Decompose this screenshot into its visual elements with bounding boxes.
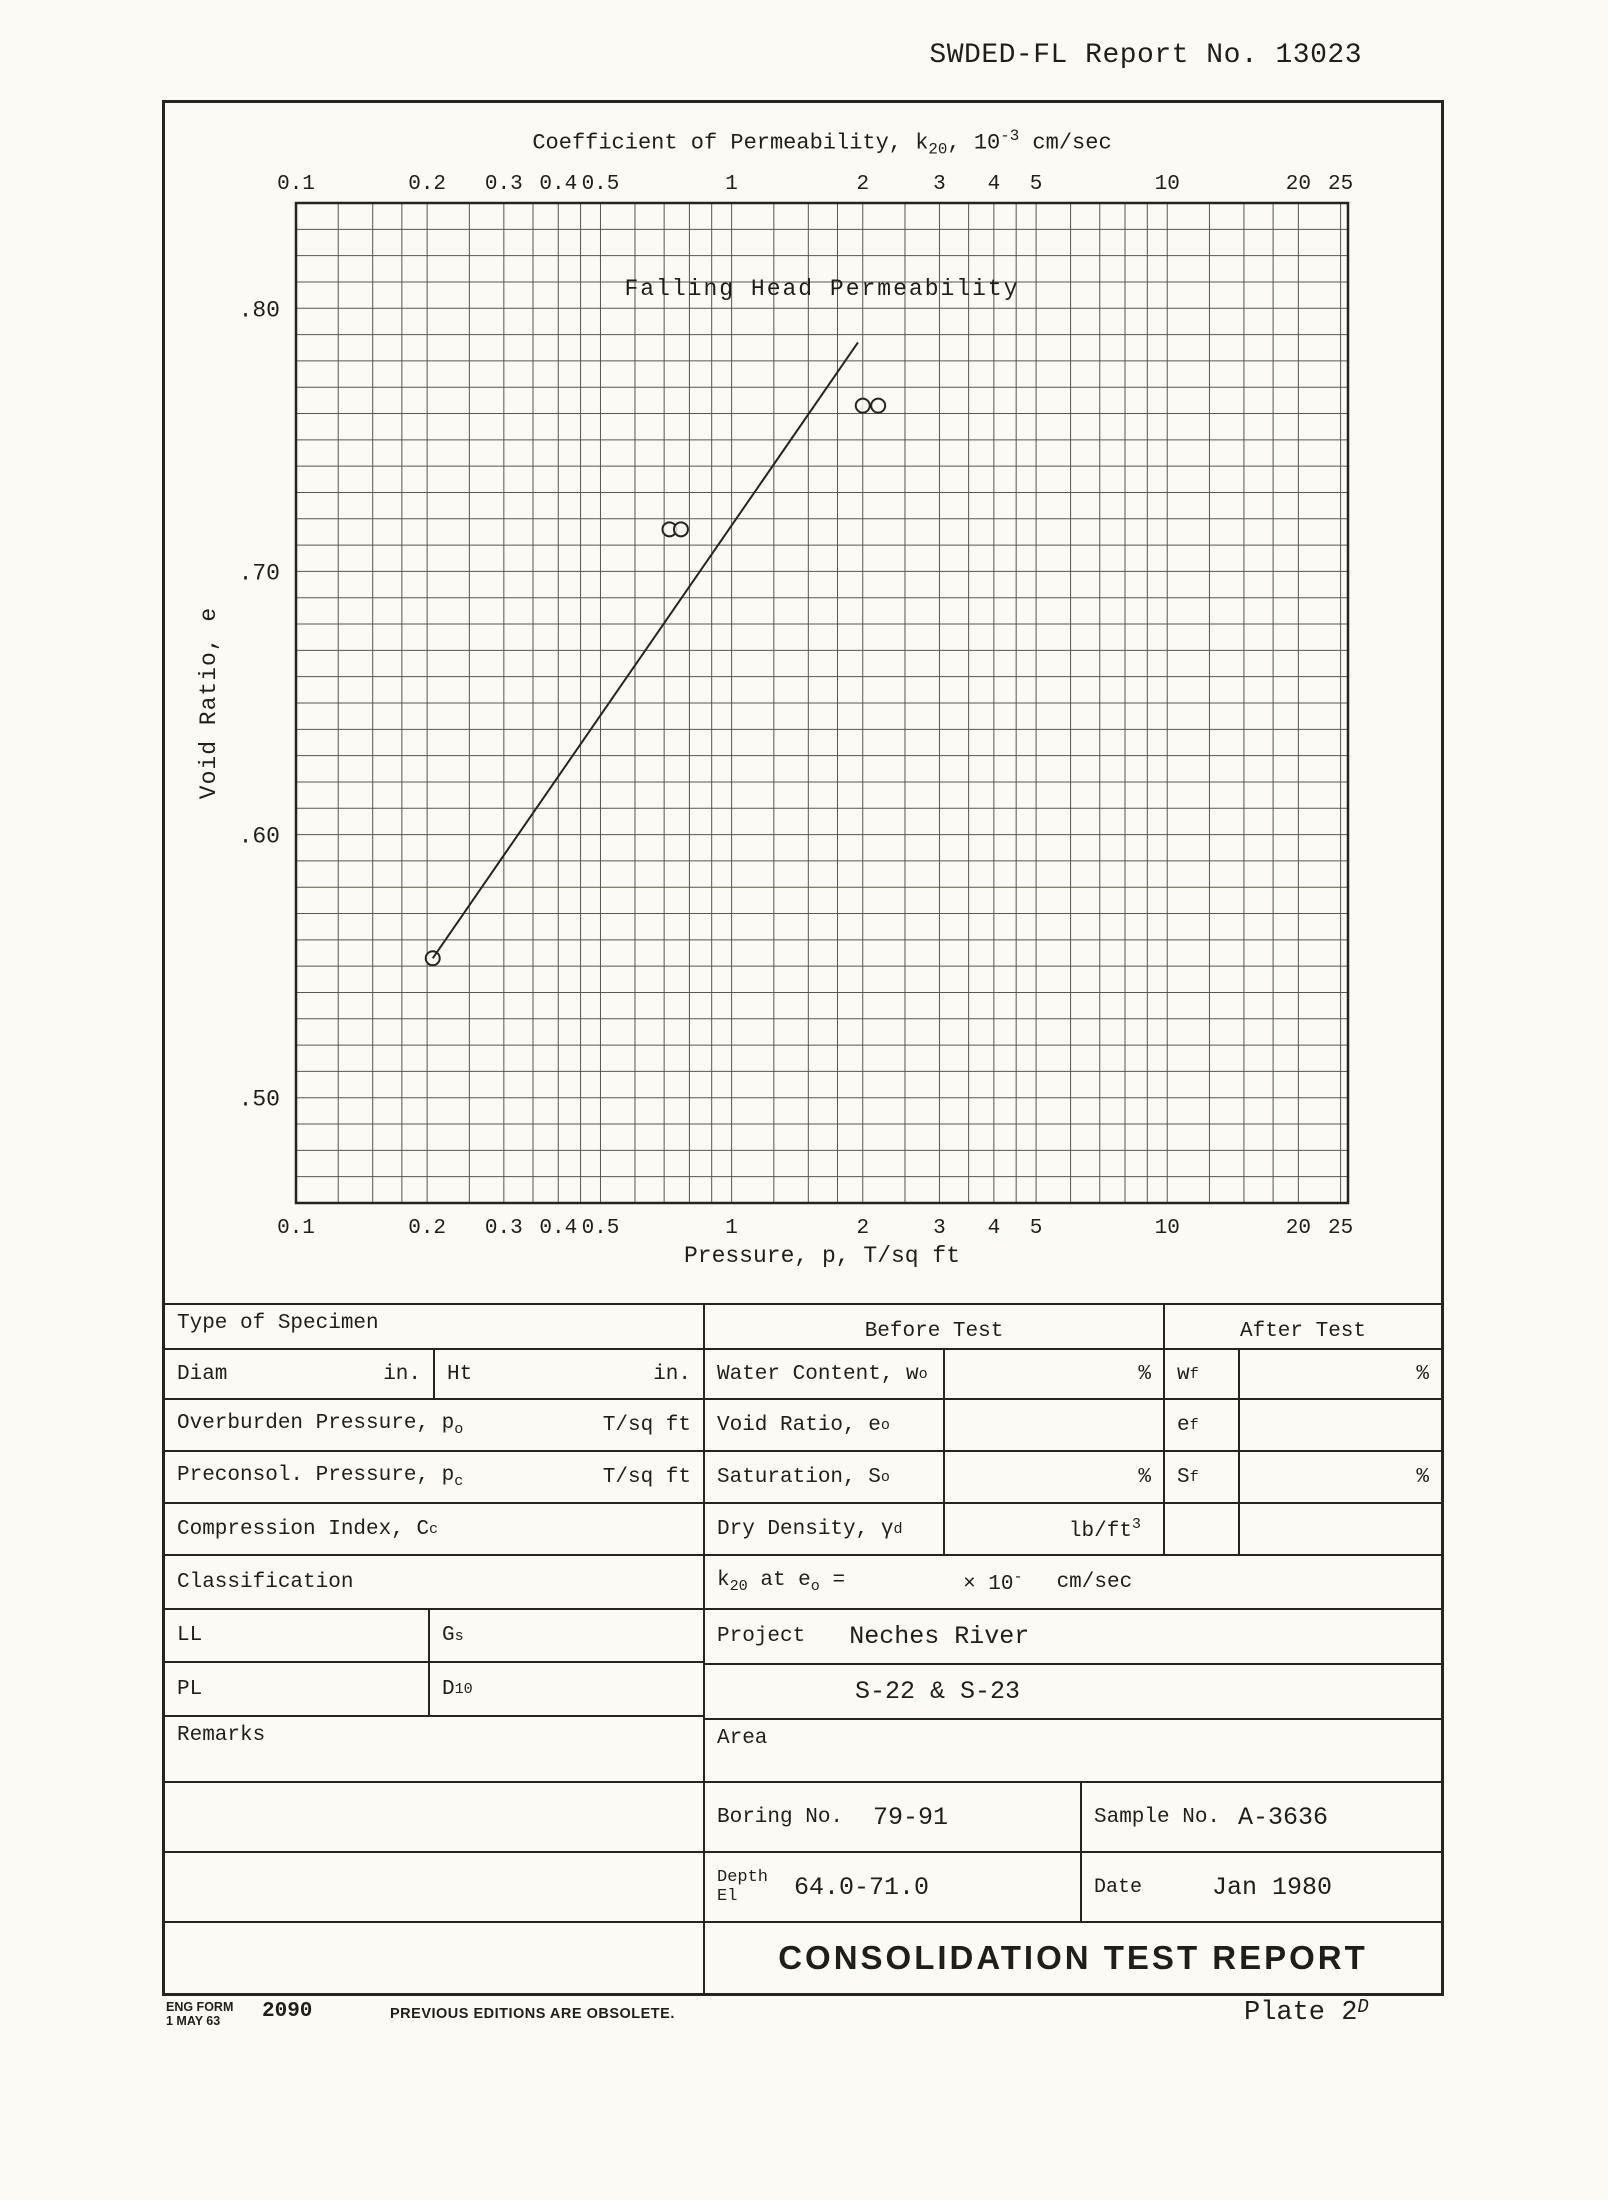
- label-text: D: [442, 1677, 455, 1701]
- boring-sample-row: [705, 1781, 1441, 1851]
- pl-field: PL: [177, 1677, 203, 1701]
- label-text: lb/ft: [1068, 1520, 1132, 1543]
- subscript: 20: [729, 1577, 748, 1596]
- diam-label: Diam: [177, 1362, 228, 1386]
- report-number: SWDED-FL Report No. 13023: [929, 40, 1362, 71]
- subscript: s: [454, 1626, 464, 1645]
- plate-label: [1244, 1996, 1369, 2028]
- top-axis-text: , 10: [947, 130, 1001, 156]
- percent-sign: %: [1138, 1362, 1151, 1386]
- label-text: × 10: [963, 1573, 1014, 1596]
- y-tick-label: .80: [238, 297, 280, 324]
- sample-field: [1080, 1783, 1441, 1851]
- label-text: Void Ratio, e: [717, 1413, 881, 1437]
- compression-index-field: [165, 1504, 703, 1554]
- data-point: [871, 399, 885, 413]
- before-test-header: Before Test: [703, 1305, 1163, 1348]
- subscript: c: [429, 1520, 439, 1538]
- project-section: [703, 1608, 1441, 1993]
- form-border-box: [162, 100, 1444, 1996]
- data-point: [674, 522, 688, 536]
- label-text: at e: [747, 1568, 811, 1592]
- subscript: f: [1189, 1416, 1199, 1434]
- label-text: e: [1177, 1413, 1190, 1437]
- superscript: 3: [1131, 1515, 1141, 1533]
- x-tick-label-top: 0.2: [408, 173, 447, 196]
- sf-value-cell: [1238, 1452, 1441, 1502]
- label-text: Dry Density, γ: [717, 1517, 894, 1541]
- x-tick-label-bottom: 5: [1029, 1217, 1043, 1240]
- top-axis-text: Coefficient of Permeability, k: [532, 130, 929, 156]
- x-tick-label-top: 4: [987, 173, 1001, 196]
- x-tick-label-top: 0.4: [539, 173, 578, 196]
- subscript: 10: [454, 1680, 473, 1698]
- superscript: -3: [1000, 127, 1020, 145]
- project-line2-row: [705, 1663, 1441, 1718]
- report-title: CONSOLIDATION TEST REPORT: [778, 1939, 1368, 1976]
- superscript: -: [1013, 1568, 1023, 1586]
- label-text: Overburden Pressure, p: [177, 1411, 455, 1435]
- x-tick-label-top: 5: [1029, 173, 1043, 196]
- k20-unit: cm/sec: [1056, 1570, 1133, 1594]
- project-line2-value: S-22 & S-23: [855, 1677, 1021, 1706]
- x-tick-label-top: 25: [1327, 173, 1354, 196]
- void-ratio-label: [703, 1400, 943, 1450]
- label-text: Compression Index, C: [177, 1517, 430, 1541]
- report-title-row: [705, 1921, 1441, 1993]
- depth-value: 64.0-71.0: [794, 1872, 930, 1902]
- empty-row: [165, 1921, 703, 1993]
- x-tick-label-bottom: 0.1: [277, 1217, 315, 1240]
- wf-label: [1163, 1350, 1238, 1398]
- subscript: o: [454, 1420, 464, 1439]
- y-tick-label: .60: [238, 823, 280, 850]
- dry-density-value-cell: [943, 1504, 1163, 1554]
- label-text: Preconsol. Pressure, p: [177, 1463, 455, 1487]
- overburden-label: [177, 1412, 463, 1438]
- eng-form-stamp: [166, 2000, 233, 2028]
- area-label: Area: [717, 1727, 768, 1750]
- diam-water-content-row: [165, 1348, 1441, 1398]
- subscript: f: [1189, 1468, 1199, 1486]
- classification-k20-row: [165, 1554, 1441, 1608]
- void-ratio-value-cell: [943, 1400, 1163, 1450]
- x-tick-label-bottom: 4: [987, 1217, 1001, 1240]
- label-text: k: [717, 1568, 730, 1592]
- data-point: [856, 399, 870, 413]
- preconsol-saturation-row: [165, 1450, 1441, 1502]
- project-field: [705, 1610, 1441, 1663]
- subscript: c: [454, 1472, 464, 1491]
- y-tick-label: .70: [238, 560, 280, 587]
- project-line2-field: [705, 1665, 1441, 1718]
- d10-field: [428, 1663, 703, 1715]
- ht-field: [433, 1350, 703, 1398]
- eng-form-line1: ENG FORM: [166, 2000, 234, 2014]
- label-text: S: [1177, 1465, 1190, 1489]
- label-text: El: [717, 1887, 738, 1906]
- x-tick-label-bottom: 0.4: [539, 1217, 578, 1240]
- empty-cell: [165, 1923, 703, 1993]
- index-properties-section: [165, 1608, 703, 1993]
- water-content-label: [703, 1350, 943, 1398]
- saturation-value-cell: [943, 1452, 1163, 1502]
- label-text: Plate: [1244, 1998, 1326, 2028]
- chart-y-axis-label: Void Ratio, e: [196, 606, 222, 800]
- overburden-unit: T/sq ft: [602, 1413, 691, 1437]
- sf-label: [1163, 1452, 1238, 1502]
- x-tick-label-bottom: 20: [1285, 1217, 1311, 1240]
- x-tick-label-top: 20: [1285, 173, 1311, 196]
- project-row: [705, 1608, 1441, 1663]
- ef-label: [1163, 1400, 1238, 1450]
- saturation-label: [703, 1452, 943, 1502]
- subscript: o: [918, 1365, 928, 1383]
- x-tick-label-bottom: 10: [1154, 1217, 1180, 1240]
- ht-unit: in.: [653, 1362, 691, 1386]
- label-text: =: [819, 1568, 846, 1592]
- form-number: 2090: [262, 2000, 313, 2023]
- x-tick-label-top: 3: [933, 173, 946, 196]
- subscript: d: [893, 1520, 903, 1538]
- diam-field: [165, 1350, 433, 1398]
- wf-value-cell: [1238, 1350, 1441, 1398]
- preconsol-unit: T/sq ft: [602, 1465, 691, 1489]
- type-of-specimen-label: Type of Specimen: [177, 1312, 379, 1335]
- label-text: Depth: [717, 1868, 769, 1887]
- after-test-header: After Test: [1163, 1305, 1441, 1348]
- label-text: Water Content, w: [717, 1362, 919, 1386]
- date-value: Jan 1980: [1212, 1872, 1333, 1902]
- percent-sign: %: [1416, 1362, 1429, 1386]
- boring-field: [705, 1783, 1080, 1851]
- permeability-consolidation-chart: [165, 103, 1441, 1263]
- ll-field: LL: [177, 1624, 203, 1647]
- ht-label: Ht: [447, 1362, 473, 1386]
- subscript: o: [880, 1416, 890, 1434]
- sample-value: A-3636: [1238, 1802, 1329, 1832]
- project-value: Neches River: [849, 1622, 1030, 1651]
- percent-sign: %: [1138, 1465, 1151, 1489]
- empty-cell: [165, 1853, 703, 1921]
- chart-title: Falling Head Permeability: [624, 276, 1020, 303]
- top-axis-text: cm/sec: [1019, 130, 1112, 156]
- obsolete-note: PREVIOUS EDITIONS ARE OBSOLETE.: [390, 2006, 675, 2022]
- sample-label: Sample No.: [1094, 1805, 1221, 1829]
- boring-value: 79-91: [873, 1802, 949, 1832]
- k20-label: [717, 1569, 845, 1595]
- percent-sign: %: [1416, 1465, 1429, 1489]
- overburden-void-ratio-row: [165, 1398, 1441, 1450]
- dry-density-unit: [1069, 1515, 1141, 1543]
- x-tick-label-bottom: 0.5: [581, 1217, 620, 1240]
- chart-x-axis-label: Pressure, p, T/sq ft: [683, 1243, 961, 1269]
- depth-field: [705, 1853, 1080, 1921]
- plate-number: 2: [1341, 1998, 1358, 2028]
- boring-label: Boring No.: [717, 1805, 844, 1829]
- subscript: o: [880, 1468, 890, 1486]
- x-tick-label-top: 0.3: [484, 173, 523, 196]
- remarks-label: Remarks: [177, 1724, 266, 1747]
- x-tick-label-bottom: 3: [933, 1217, 946, 1240]
- plate-suffix: D: [1357, 1996, 1369, 2018]
- after-test-empty-cell: [1238, 1504, 1441, 1554]
- after-test-empty-cell: [1163, 1504, 1238, 1554]
- x-tick-label-bottom: 0.3: [484, 1217, 523, 1240]
- diam-unit: in.: [383, 1362, 421, 1386]
- remarks-row: [165, 1715, 703, 1781]
- y-tick-label: .50: [238, 1086, 280, 1113]
- x-tick-label-bottom: 25: [1327, 1217, 1354, 1240]
- area-row: [705, 1718, 1441, 1781]
- subscript: o: [810, 1577, 820, 1596]
- label-text: G: [442, 1624, 455, 1647]
- specimen-header-row: [165, 1303, 1441, 1348]
- label-text: Saturation, S: [717, 1465, 881, 1489]
- empty-row: [165, 1851, 703, 1921]
- x-tick-label-top: 10: [1154, 173, 1180, 196]
- compression-dry-density-row: [165, 1502, 1441, 1554]
- ll-gs-row: [165, 1608, 703, 1661]
- water-content-value-cell: [943, 1350, 1163, 1398]
- preconsol-pressure-field: [165, 1452, 703, 1502]
- pl-d10-row: [165, 1661, 703, 1715]
- x-tick-label-top: 0.5: [581, 173, 620, 196]
- empty-row: [165, 1781, 703, 1851]
- date-field: [1080, 1853, 1441, 1921]
- project-label: Project: [717, 1625, 806, 1648]
- x-tick-label-top: 1: [725, 173, 738, 196]
- gs-field: [428, 1610, 703, 1661]
- label-text: w: [1177, 1362, 1190, 1386]
- times-ten-label: [963, 1568, 1023, 1596]
- classification-label: Classification: [177, 1570, 354, 1594]
- overburden-pressure-field: [165, 1400, 703, 1450]
- depth-date-row: [705, 1851, 1441, 1921]
- subscript: 20: [928, 140, 948, 159]
- x-tick-label-top: 0.1: [277, 173, 315, 196]
- x-tick-label-bottom: 1: [725, 1217, 738, 1240]
- eng-form-line2: 1 MAY 63: [166, 2014, 221, 2028]
- ef-value-cell: [1238, 1400, 1441, 1450]
- empty-cell: [165, 1783, 703, 1851]
- x-tick-label-bottom: 0.2: [408, 1217, 447, 1240]
- dry-density-label: [703, 1504, 943, 1554]
- date-label: Date: [1094, 1875, 1143, 1899]
- x-tick-label-top: 2: [856, 173, 870, 196]
- subscript: f: [1189, 1365, 1199, 1383]
- depth-label: [717, 1868, 768, 1906]
- k20-field: [703, 1556, 1441, 1608]
- preconsol-label: [177, 1464, 463, 1490]
- x-tick-label-bottom: 2: [856, 1217, 870, 1240]
